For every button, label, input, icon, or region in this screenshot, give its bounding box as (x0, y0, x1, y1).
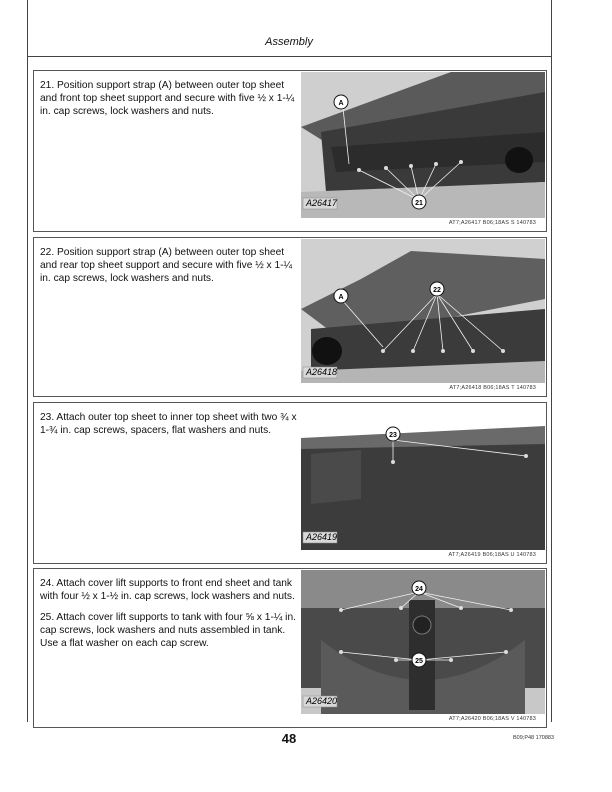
callout-a-label: A (338, 294, 344, 301)
callout-23-label: 23 (389, 432, 397, 439)
instruction-paragraph: 21. Position support strap (A) between outer top sheet and front top sheet support and secure with five ½ x 1-¼ in. cap screws, lock washers and nuts. (40, 80, 295, 117)
callout-21-badge (412, 195, 426, 209)
page-number: 48 (281, 731, 297, 746)
step-22 (33, 237, 547, 397)
callout-24-label: 24 (415, 586, 423, 593)
callout-a-label: A (338, 100, 344, 107)
callout-a-badge (334, 95, 348, 109)
figure-label: A26420 (306, 696, 338, 706)
photo-illustration (301, 72, 545, 218)
photo-a26420 (301, 570, 545, 714)
figure-reference: AT7;A26419 B06;18AS U 140783 (448, 552, 536, 558)
instruction-paragraph: 24. Attach cover lift supports to front end sheet and tank with four ½ x 1-½ in. cap screws, lock washers and nuts. (40, 578, 295, 602)
figure-label: A26418 (306, 367, 338, 377)
callout-a-badge (334, 289, 348, 303)
figure-reference: AT7;A26420 B06;18AS V 140783 (448, 716, 536, 722)
step-21-text (40, 79, 302, 126)
figure-label: A26419 (306, 532, 338, 542)
step-24-25-text (40, 577, 302, 658)
figure-reference: AT7;A26418 B06;18AS T 140783 (449, 385, 536, 391)
photo-a26418 (301, 239, 545, 383)
figure-label: A26417 (306, 198, 338, 208)
photo-illustration (301, 404, 545, 550)
instruction-paragraph: 25. Attach cover lift supports to tank with four ⅝ x 1-¼ in. cap screws, lock washers and nuts assembled in tank. Use a flat washer on each cap screw. (40, 612, 296, 649)
callout-25-badge (412, 653, 426, 667)
instruction-paragraph: 22. Position support strap (A) between outer top sheet and rear top sheet support and secure with five ½ x 1-¼ in. cap screws, lock washers and nuts. (40, 247, 293, 284)
callout-24-badge (412, 581, 426, 595)
step-23 (33, 402, 547, 564)
step-23-text (40, 411, 302, 445)
step-21 (33, 70, 547, 232)
callout-25-label: 25 (415, 658, 423, 665)
section-title: Assembly (265, 36, 313, 48)
callout-22-badge (430, 282, 444, 296)
callout-22-label: 22 (433, 287, 441, 294)
instruction-paragraph: 23. Attach outer top sheet to inner top sheet with two ¾ x 1-¾ in. cap screws, spacers, flat washers and nuts. (40, 412, 297, 436)
photo-illustration (301, 570, 545, 714)
callout-21-label: 21 (415, 200, 423, 207)
photo-illustration (301, 239, 545, 383)
photo-a26419 (301, 404, 545, 550)
step-24-25 (33, 568, 547, 728)
header-rule (27, 56, 551, 57)
figure-reference: AT7;A26417 B06;18AS S 140783 (448, 220, 536, 226)
callout-23-badge (386, 427, 400, 441)
footer-code: B09;P48 170883 (513, 735, 554, 741)
photo-a26417 (301, 72, 545, 218)
step-22-text (40, 246, 302, 293)
